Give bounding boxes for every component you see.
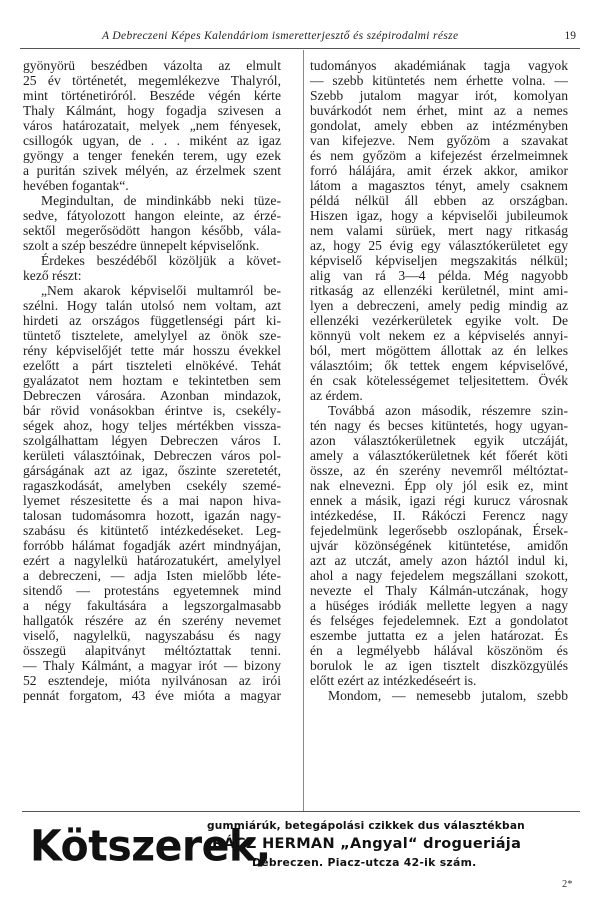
running-title: A Debreczeni Képes Kalendáriom ismeretterjesztő és szépirodalmi része: [102, 30, 459, 42]
text-line: hirdeti az országos függetlenségi párt ki-: [23, 313, 281, 328]
text-line: összegü alapitványt méltóztattak tenni.: [23, 643, 281, 658]
text-line: fejedelmünk legerősebb oszlopának, Érsek-: [310, 523, 568, 538]
running-head: [40, 27, 576, 45]
text-line: azt az utczát, amely azon háztól indul ki,: [310, 553, 568, 568]
text-line: a debreczeni, — adja Isten mielőbb léte-: [23, 568, 281, 583]
text-line: a négy fakultására a legszorgalmasabb: [23, 598, 281, 613]
text-line: kerületi választóinak, Debreczen város pol-: [23, 448, 281, 463]
ad-products-line: gummiárúk, betegápolási czikkek dus választékban: [207, 820, 525, 832]
right-column: [310, 58, 568, 703]
text-line: és felséges fejedelemnek. Ezt a gondolatot: [310, 613, 568, 628]
text-line: viselő, nagylelkü, nagyszabásu és nagy: [23, 628, 281, 643]
text-line: kező részt:: [23, 268, 82, 283]
text-line: amely a választókerületnek két főerét köti: [310, 448, 568, 463]
text-line: ségek ahoz, hogy teljes mértékben vissza-: [23, 418, 281, 433]
text-line: Thaly Kálmánt, hogy fogadja szivesen a: [23, 103, 281, 118]
text-line: előtt ezért az intézkedéseért is.: [310, 673, 477, 688]
text-line: 52 esztendeje, mióta nyilvánosan az irói: [23, 673, 281, 688]
text-line: sektől megerősödött hangon később, vála-: [23, 223, 281, 238]
text-line: sedve, fátyolozott hangon eleinte, az érzé-: [23, 208, 281, 223]
signature-mark: 2*: [562, 879, 573, 890]
text-line: Hiszen igaz, hogy a képviselői jubileumok: [310, 208, 568, 223]
text-line: Megindultan, de mindinkább neki tüze-: [41, 193, 281, 208]
text-line: gyöngy a tenger fenekén terem, ugy ezek: [23, 148, 281, 163]
text-line: Továbbá azon második, részemre szin-: [328, 403, 568, 418]
text-line: ragaszkodását, amelyben csekély szemé-: [23, 478, 281, 493]
text-line: alig van rá 3—4 példa. Még nagyobb: [310, 268, 568, 283]
text-line: a hüséges iródiák mellette legyen a nagy: [310, 598, 568, 613]
text-line: forróbb hálámat fogadják azért mindnyájan,: [23, 538, 281, 553]
text-line: azon választókerületnek egyik utczáját,: [310, 433, 568, 448]
text-line: borulok le az igen tisztelt diszközgyülés: [310, 658, 568, 673]
text-line: szélni. Hogy talán utolsó nem voltam, azt: [23, 298, 281, 313]
text-line: Érdekes beszédéből közöljük a követ-: [41, 253, 281, 268]
text-line: könnyü volt nekem ez a képviselés annyi-: [310, 328, 568, 343]
text-line: ezért a nagylelkü határozatukért, amelylyel: [23, 553, 281, 568]
text-line: nem valami sürüek, mert nagy ritkaság: [310, 223, 568, 238]
text-line: szolt a szép beszédre ünnepelt képviselőnk.: [23, 238, 260, 253]
text-line: ezelőtt a párt tiszteleti elnökévé. Tehát: [23, 358, 281, 373]
text-line: ennek a másik, igazi régi kurucz városnak: [310, 493, 568, 508]
text-line: van kifejezve. Nem győzöm a szavakat: [310, 133, 568, 148]
text-line: Debreczen városára. Azonban mindazok,: [23, 388, 281, 403]
text-line: gárságának azt az igaz, őszinte szeretetét,: [23, 463, 281, 478]
text-line: rény képviselőjét tette már hosszu évekkel: [23, 343, 281, 358]
text-line: mint történetiróról. Beszéde végén kérte: [23, 88, 281, 103]
text-line: tüntető tisztelete, amelylyel az önök sze-: [23, 328, 281, 343]
text-line: ellenzéki vezérkerületek egyike volt. De: [310, 313, 568, 328]
text-line: sitendő — protestáns egyetemnek mind: [23, 583, 281, 598]
text-line: látom a magasztos tényt, amely csaknem: [310, 178, 568, 193]
left-column: [23, 58, 281, 703]
text-line: csillogók ugyan, de . . . miként az igaz: [23, 133, 281, 148]
text-line: talosan tudomásomra hozott, igazán nagy-: [23, 508, 281, 523]
text-line: Mondom, — nemesebb jutalom, szebb: [328, 688, 568, 703]
text-line: és nem győzöm a kifejezést érzelmeimnek: [310, 148, 568, 163]
text-line: tén nagy és becses kitüntetés, hogy ugyan-: [310, 418, 568, 433]
text-line: nevezte el Thaly Kálmán-utczának, hogy: [310, 583, 568, 598]
footer-rule: [22, 811, 580, 812]
text-line: a puritán szivek mélyén, az érzelmek szent: [23, 163, 281, 178]
column-divider: [303, 50, 304, 812]
text-line: gyönyörü beszédben vázolta az elmult: [23, 58, 281, 73]
advertisement: [22, 818, 582, 878]
text-line: nak elnevezni. Épp oly jól esik ez, mint: [310, 478, 568, 493]
text-line: Szebb jutalom magyar irót, komolyan: [310, 88, 568, 103]
text-line: az érdem.: [310, 388, 363, 403]
text-line: tudományos akadémiának tagja vagyok: [310, 58, 568, 73]
text-line: én csak kötelességemet teljesitettem. Övék: [310, 373, 568, 388]
ad-address: Debreczen. Piacz-utcza 42-ik szám.: [252, 856, 477, 869]
text-line: gyalázatot nem hoztam e tekintetben sem: [23, 373, 281, 388]
text-line: pennát forgatom, 43 éve mióta a magyar: [23, 688, 281, 703]
text-line: — Thaly Kálmánt, a magyar irót — bizony: [23, 658, 281, 673]
text-line: szabásu és kitüntető intézkedéseket. Leg-: [23, 523, 281, 538]
text-line: szolgálhattam légyen Debreczen város I.: [23, 433, 281, 448]
text-line: — szebb kitüntetés nem érhette volna. —: [310, 73, 568, 88]
text-line: bár rövid vonásokban érintve is, csekély-: [23, 403, 281, 418]
text-line: lyemet részesitette és a mai napon hiva-: [23, 493, 281, 508]
text-line: 25 év történetét, megemlékezve Thalyról,: [23, 73, 281, 88]
text-line: város határozatait, melyek „nem fényesek,: [23, 118, 281, 133]
text-line: lyen a debreczeni, amely pedig mindig az: [310, 298, 568, 313]
text-line: intézkedése, II. Rákóczi Ferencz nagy: [310, 508, 568, 523]
ad-brand-name: Kötszerek,: [30, 820, 271, 872]
text-line: én a legmélyebb hálával köszönöm és: [310, 643, 568, 658]
text-line: ból, mert mögöttem állottak az én lelkes: [310, 343, 568, 358]
header-rule: [20, 48, 580, 49]
text-line: képviselő képviseljen megszakitás nélkül;: [310, 253, 568, 268]
text-line: ahol a nagy fejedelem megszállani szokott,: [310, 568, 568, 583]
text-line: az, hogy 25 évig egy választókerületet egy: [310, 238, 568, 253]
text-line: eszembe juttatta ez a jelen határozat. És: [310, 628, 568, 643]
ad-shop-name: RÁCZ HERMAN „Angyal“ drogueriája: [212, 836, 522, 852]
text-line: hevében fogantak“.: [23, 178, 129, 193]
text-line: ritkaság az ellenzéki kerületnél, mint ami-: [310, 283, 568, 298]
text-line: példá nélkül áll ebben az országban.: [310, 193, 568, 208]
text-line: hallgatók részére az én szerény nevemet: [23, 613, 281, 628]
text-line: gondolat, amely ebben az intézményben: [310, 118, 568, 133]
text-line: forró hálájára, amit érzek akkor, amikor: [310, 163, 568, 178]
text-line: ujvár közönségének kitüntetése, amidőn: [310, 538, 568, 553]
text-line: „Nem akarok képviselői multamról be-: [41, 283, 281, 298]
text-line: buvárkodót nem érhet, mint az a nemes: [310, 103, 568, 118]
page-number: 19: [564, 30, 576, 42]
text-line: össze, az én szerény nevemről méltóztat-: [310, 463, 568, 478]
text-line: választóim; ők tettek engem képviselővé,: [310, 358, 568, 373]
